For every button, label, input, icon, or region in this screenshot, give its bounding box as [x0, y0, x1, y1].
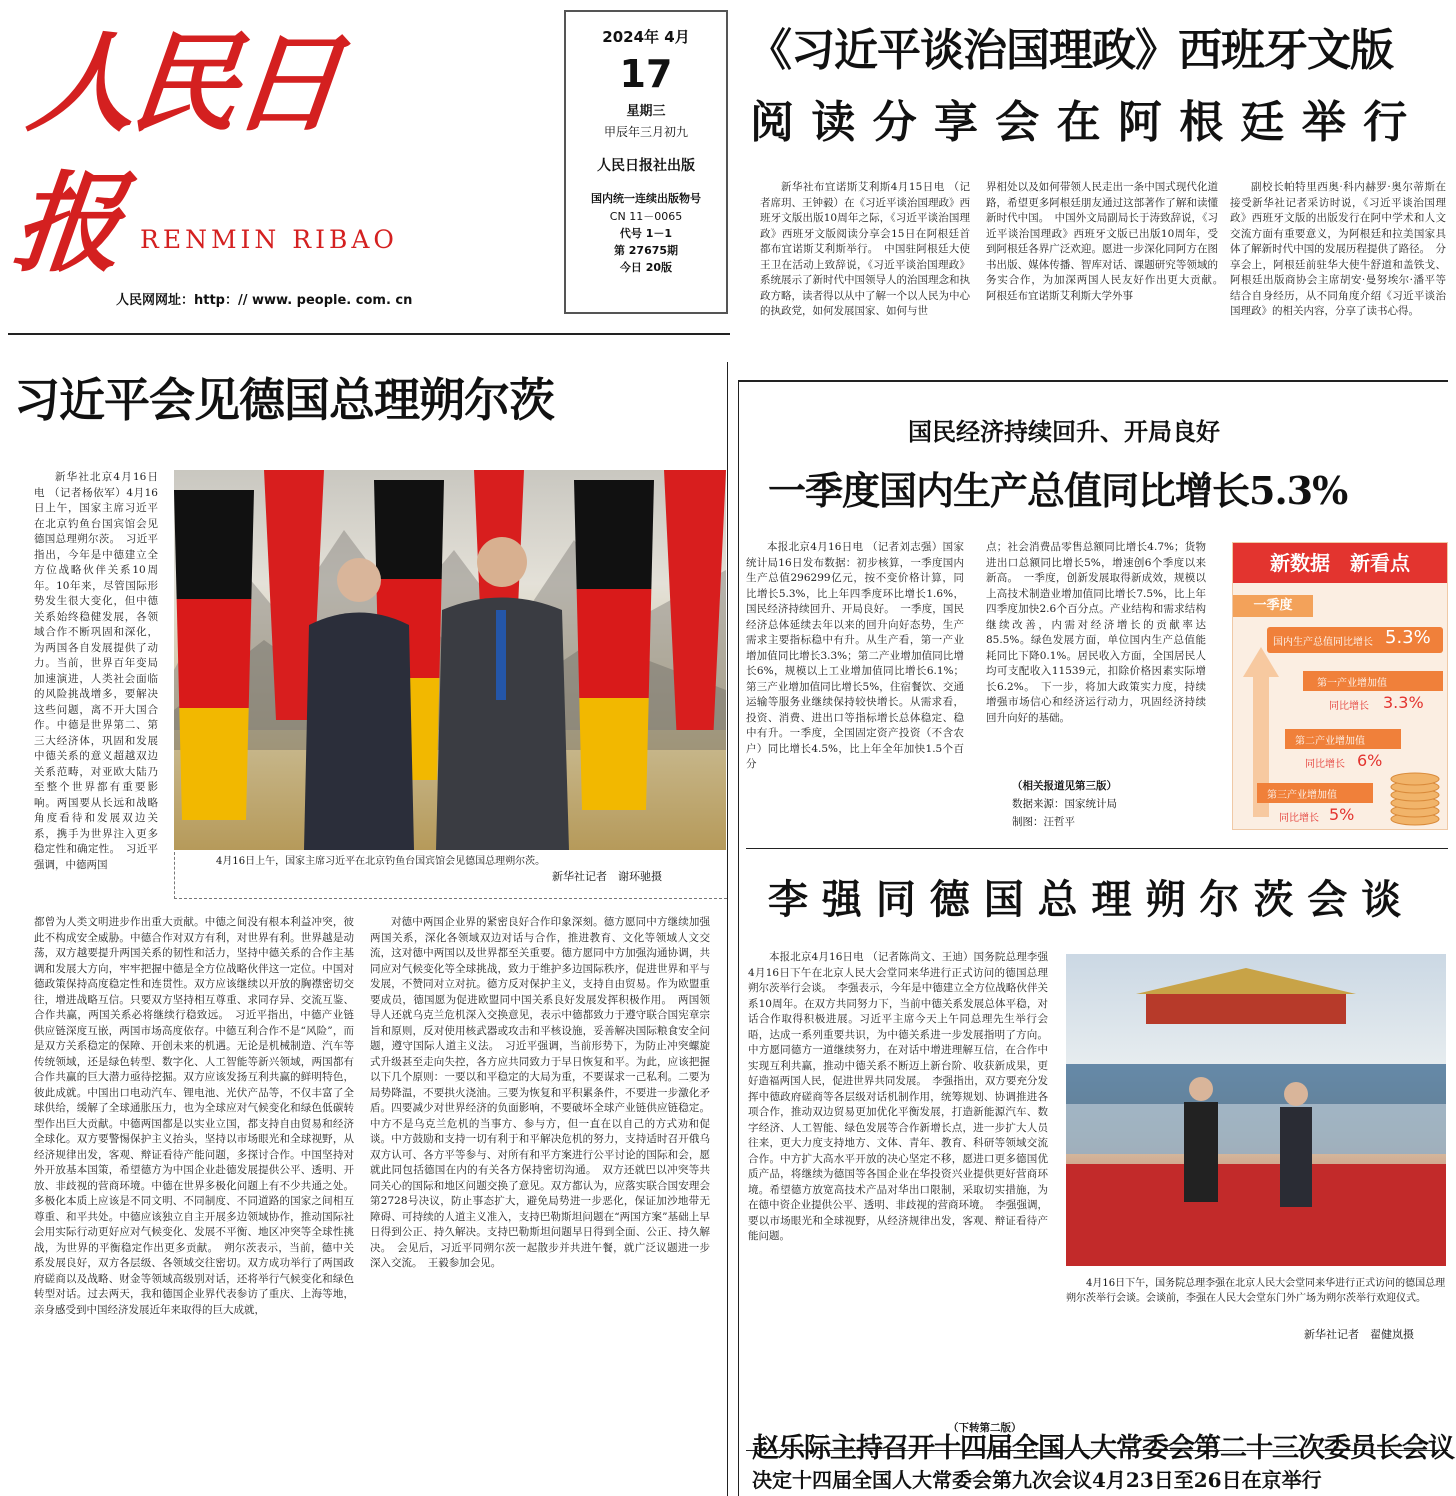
- gdp-value: 5.3%: [1385, 627, 1431, 648]
- top-story-col2: 界相处以及如何带领人民走出一条中国式现代化道路，希望更多阿根廷朋友通过这部著作了解和读懂新时代中国。 中国外文局副局长于涛致辞说，《习近平谈治国理政》西班牙文版已出版10周年，受到阿根廷各界广泛欢迎。愿进一步深化同阿方在图书出版、媒体传播、智库对话、课题研究等领域的务实合作，为加深两国人民友好作出更大贡献。 阿根廷布宜诺斯艾利斯大学外事: [986, 181, 1229, 302]
- welcome-ceremony-scene: [1066, 954, 1446, 1266]
- main-photo-credit: 新华社记者 谢环驰摄: [552, 870, 662, 883]
- tertiary-value: 5%: [1329, 805, 1355, 824]
- primary-label: 第一产业增加值: [1317, 678, 1387, 689]
- infographic: [1232, 542, 1448, 830]
- infographic-period: 一季度: [1233, 595, 1313, 617]
- main-lead-col: 新华社北京4月16日电 （记者杨依军）4月16日上午，国家主席习近平在北京钓鱼台国宾馆会见德国总理朔尔茨。 习近平指出，今年是中德建立全方位战略伙伴关系10周年。10年来，尽管国际形势发生很大变化，但中德关系始终稳健发展，各领域合作不断巩固和深化，为两国各自发展提供了动力。当前，世界百年变局加速演进，人类社会面临的风险挑战增多，要解决这些问题，离不开大国合作。中德是世界第二、第三大经济体，巩固和发展中德关系的意义超越双边关系范畴，对亚欧大陆乃至整个世界都有重要影响。两国要从长远和战略角度看待和发展双边关系，携手为世界注入更多稳定性和确定性。 习近平强调，中德两国: [34, 471, 158, 871]
- main-col-right: 对德中两国企业界的紧密良好合作印象深刻。德方愿同中方继续加强两国关系，深化各领域双边对话与合作，推进教育、文化等领域人文交流，这对德中两国以及世界都至关重要。德方愿同中方加强沟通协调，共同应对气候变化等全球挑战，致力于维护多边国际秩序，促进世界和平与发展，不赞同对立对抗。德方反对保护主义，支持自由贸易。作为欧盟重要成员，德国愿为促进欧盟同中国关系良好发展发挥积极作用。 两国领导人还就乌克兰危机深入交换意见，表示中德都致力于遵守联合国宪章宗旨和原则，反对使用核武器或攻击和平核设施，妥善解决国际粮食安全问题，遵守国际人道主义法。 习近平强调，当前形势下，为防止冲突螺旋式升级甚至走向失控，各方应共同致力于早日恢复和平。为此，应该把握以下几个原则：一要以和平稳定的大局为重，不要谋求一己私利。二要为局势降温，不要拱火浇油。三要为恢复和平积累条件，不要进一步激化矛盾。四要减少对世界经济的负面影响，不要破坏全球产业链供应链稳定。中方不是乌克兰危机的当事方、参与方，但一直在以自己的方式劝和促谈。中方鼓励和支持一切有利于和平解决危机的努力，支持适时召开俄乌双方认可、各方平等参与、对所有和平方案进行公平讨论的国际和会，愿就此同包括德国在内的有关各方保持密切沟通。 双方还就巴以冲突等共同关心的国际和地区问题交换了意见。双方都认为，应落实联合国安理会第2728号决议，防止事态扩大，避免局势进一步恶化，保证加沙地带无障碍、可持续的人道主义准入，支持巴勒斯坦问题在“两国方案”基础上早日得到公正、持久解决。支持巴勒斯坦问题早日得到全面、公正、持久解决。 会见后，习近平同朔尔茨一起散步并共进午餐，就广泛议题进一步深入交流。 王毅参加会见。: [370, 916, 710, 1269]
- economy-related: （相关报道见第三版）: [1012, 780, 1117, 792]
- cn-number: CN 11－0065: [609, 209, 683, 223]
- website-url[interactable]: 人民网网址：http：// www. people. com. cn: [116, 293, 413, 308]
- logo-text: 人民日报: [8, 21, 342, 287]
- publisher: 人民日报社出版: [597, 157, 695, 174]
- secondary-value: 6%: [1357, 751, 1383, 770]
- economy-source: 数据来源：国家统计局: [1012, 798, 1117, 810]
- economy-headline: 一季度国内生产总值同比增长5.3%: [768, 468, 1348, 513]
- tertiary-label: 第三产业增加值: [1267, 790, 1337, 801]
- issue: 第 27675期: [613, 243, 679, 257]
- zhao-headline: 赵乐际主持召开十四届全国人大常委会第二十三次委员长会议: [752, 1433, 1454, 1464]
- date-box: [564, 10, 728, 314]
- divider: [746, 848, 1448, 849]
- li-jump: （下转第二版）: [948, 1422, 1022, 1434]
- zhao-subhead: 决定十四届全国人大常委会第九次会议4月23日至26日在京举行: [752, 1468, 1322, 1492]
- main-col-left: 都曾为人类文明进步作出重大贡献。中德之间没有根本利益冲突，彼此不构成安全威胁。中德合作对双方有利，对世界有利。世界越是动荡，双方越要提升两国关系的韧性和活力，坚持中德关系的合作主基调和发展大方向，牢牢把握中德是全方位战略伙伴这一定位。中国对德政策保持高度稳定性和连贯性。双方应该继续以开放的胸襟密切交往，增进战略互信。只要双方坚持相互尊重、求同存异、交流互鉴、合作共赢，两国关系必将继续行稳致远。 习近平指出，中德产业链供应链深度互嵌，两国市场高度依存。中德互利合作不是“风险”，而是双方关系稳定的保障、开创未来的机遇。无论是机械制造、汽车等传统领域，还是绿色转型、数字化、人工智能等新兴领域，两国都有合作共赢的巨大潜力亟待挖掘。双方应该发扬互利共赢的鲜明特色，彼此成就。中国出口电动汽车、锂电池、光伏产品等，不仅丰富了全球供给，缓解了全球通胀压力，也为全球应对气候变化和绿色低碳转型作出巨大贡献。中德两国都是以实业立国，都支持自由贸易和经济全球化。双方要警惕保护主义抬头，坚持以市场眼光和全球视野，从经济规律出发，客观、辩证看待产能问题，多探讨合作。中国坚持对外开放基本国策，希望德方为中国企业赴德发展提供公平、透明、开放、非歧视的营商环境。中德在世界多极化问题上有不少共通之处。多极化本质上应该是不同文明、不同制度、不同道路的国家之间相互尊重、和平共处。中德应该独立自主开展多边领域协作，推动国际社会用实际行动更好应对气候变化、发展不平衡、地区冲突等全球性挑战，为世界的平衡稳定作出更多贡献。 朔尔茨表示，当前，德中关系发展良好，双方各层级、各领域交往密切。双方成功举行了两国政府磋商以及战略、财金等领域高级别对话，还将举行气候变化和绿色转型对话。过去两天，我和德国企业界代表参访了重庆、上海等地，亲身感受到中国经济发展近年来取得的巨大成就，: [34, 916, 354, 1316]
- economy-col1: 本报北京4月16日电 （记者刘志强）国家统计局16日发布数据：初步核算，一季度国内生产总值296299亿元，按不变价格计算，同比增长5.3%，比上年四季度环比增长1.6%，国民经济持续回升、开局良好。 一季度，国民经济总体延续去年以来的回升向好态势，生产需求主要指标稳中有升。从生产看，第一产业增加值同比增长3.3%；第二产业增加值同比增长6%，规模以上工业增加值同比增长6.1%；第三产业增加值同比增长5%，住宿餐饮、交通运输等服务业继续保持较快增长。从需求看，投资、消费、进出口等指标增长总体稳定、稳中有升。一季度，全国固定资产投资（不含农户）同比增长4.5%，比上年全年加快1.5个百分: [746, 541, 964, 770]
- pages: 今日 20版: [619, 261, 673, 275]
- divider: [738, 380, 1448, 382]
- two-leaders-figures: [174, 470, 726, 850]
- li-headline: 李 强 同 德 国 总 理 朔 尔 茨 会 谈: [768, 876, 1402, 923]
- economy-col2: 点；社会消费品零售总额同比增长4.7%；货物进出口总额同比增长5%，增速创6个季度以来新高。 一季度，创新发展取得新成效，规模以上高技术制造业增加值同比增长7.5%，比上年四季度加快2.6个百分点。产业结构和需求结构继续改善，内需对经济增长的贡献率达85.5%。绿色发展方面，单位国内生产总值能耗同比下降0.1%。居民收入方面，全国居民人均可支配收入11539元，扣除价格因素实际增长6.2%。 下一步，将加大政策实力度，持续增强市场信心和经济运行动力，巩固经济持续回升向好的基础。: [986, 541, 1206, 724]
- secondary-label: 第二产业增加值: [1295, 736, 1365, 747]
- top-story-headline-2: 阅 读 分 享 会 在 阿 根 廷 举 行: [750, 97, 1409, 148]
- weekday: 星期三: [626, 103, 666, 119]
- divider: [8, 333, 730, 335]
- top-story-col3: 副校长帕特里西奥·科内赫罗·奥尔蒂斯在接受新华社记者采访时说，《习近平谈治国理政》西班牙文版的出版发行在阿中学术和人文交流方面有重要意义，为阿根廷和拉美国家具体了解新时代中国的发展历程提供了路径。 分享会上，阿根廷前驻华大使牛舒道和盖铁戈、阿根廷出版商协会主席胡安·曼努埃尔·潘平等结合自身经历，从不同角度介绍《习近平谈治国理政》的相关内容，分享了读书心得。: [1230, 181, 1446, 317]
- main-headline: 习近平会见德国总理朔尔茨: [14, 373, 554, 427]
- secondary-sub: 同比增长: [1305, 759, 1345, 770]
- gdp-label: 国内生产总值同比增长: [1273, 637, 1373, 648]
- li-photo-credit: 新华社记者 翟健岚摄: [1304, 1328, 1414, 1341]
- coins-icon: [1385, 709, 1445, 829]
- date-year-month: 2024年 4月: [602, 28, 690, 46]
- primary-value: 3.3%: [1383, 693, 1424, 712]
- date-day: 17: [619, 52, 673, 96]
- issn-label: 国内统一连续出版物号: [591, 192, 701, 206]
- main-photo-caption: 4月16日上午，国家主席习近平在北京钓鱼台国宾馆会见德国总理朔尔茨。: [216, 856, 546, 867]
- top-story-col1: 新华社布宜诺斯艾利斯4月15日电 （记者席玥、王钟毅）在《习近平谈治国理政》西班牙文版出版10周年之际，《习近平谈治国理政》西班牙文版阅读分享会15日在阿根廷首都布宜诺斯艾利斯举行。 中国驻阿根廷大使王卫在活动上致辞说，《习近平谈治国理政》系统展示了新时代中国领导人的治国理念和执政方略，读者得以从中了解一个以人民为中心的执政党，如何发展国家、如何与世: [760, 181, 970, 317]
- infographic-title: 新数据 新看点: [1233, 543, 1447, 583]
- main-photo: [174, 470, 726, 850]
- divider: [738, 380, 739, 1496]
- li-photo-caption: 4月16日下午，国务院总理李强在北京人民大会堂同来华进行正式访问的德国总理朔尔茨举行会谈。会谈前，李强在人民大会堂东门外广场为朔尔茨举行欢迎仪式。: [1066, 1278, 1446, 1304]
- primary-sub: 同比增长: [1329, 701, 1369, 712]
- tertiary-sub: 同比增长: [1279, 813, 1319, 824]
- top-story-headline-1: 《习近平谈治国理政》西班牙文版: [748, 25, 1393, 76]
- li-photo: [1066, 954, 1446, 1266]
- li-body: 本报北京4月16日电 （记者陈尚文、王迪）国务院总理李强4月16日下午在北京人民大会堂同来华进行正式访问的德国总理朔尔茨举行会谈。 李强表示，今年是中德建立全方位战略伙伴关系10周年。在双方共同努力下，当前中德关系发展总体平稳，对话合作取得积极进展。习近平主席今天上午同总理先生举行会晤，达成一系列重要共识，为中德关系进一步发展指明了方向。中方愿同德方一道继续努力，在对话中增进理解互信，在合作中实现互利共赢，推动中德关系不断迈上新台阶、收获新成果，更好造福两国人民，促进世界共同发展。 李强指出，双方要充分发挥中德政府磋商等各层级对话机制作用，统筹规划、协调推进各项合作，推动双边贸易更加优化平衡发展，打造新能源汽车、数字经济、人工智能、绿色发展等合作新增长点，进一步扩大人员往来，更大力度支持地方、文体、青年、教育、科研等领域交流合作。中方扩大高水平开放的决心坚定不移，愿进口更多德国优质产品，将继续为德国等各国企业在华投资兴业提供更好营商环境。希望德方放宽高技术产品对华出口限制，采取切实措施，为在德中资企业提供公平、透明、非歧视的营商环境。 李强强调，要以市场眼光和全球视野，从经济规律出发，客观、辩证看待产能问题。: [748, 951, 1048, 1242]
- divider: [727, 362, 728, 1496]
- lunar-date: 甲辰年三月初九: [603, 125, 688, 140]
- code: 代号 1－1: [619, 226, 673, 240]
- logo-pinyin: RENMIN RIBAO: [140, 225, 398, 254]
- economy-maker: 制图：汪哲平: [1012, 816, 1075, 828]
- economy-kicker: 国民经济持续回升、开局良好: [908, 417, 1220, 446]
